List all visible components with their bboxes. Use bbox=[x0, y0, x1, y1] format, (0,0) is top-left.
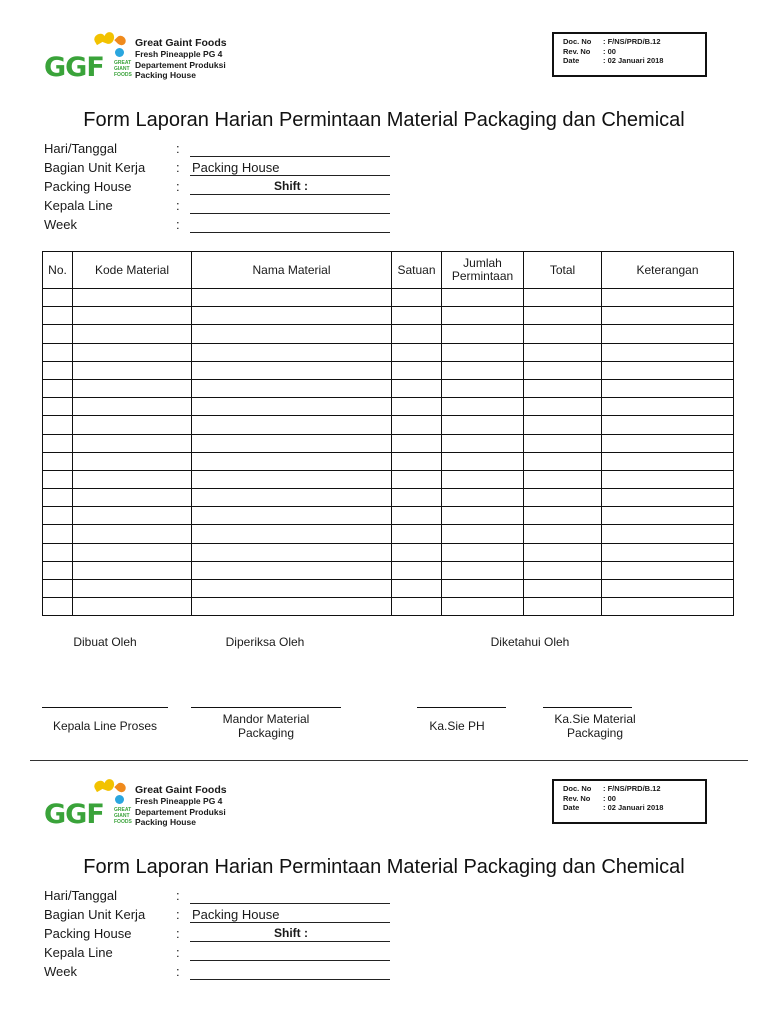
date-label: Date bbox=[563, 803, 580, 813]
cell-keterangan[interactable] bbox=[602, 580, 734, 598]
cell-nama-material[interactable] bbox=[192, 416, 392, 434]
form-title: Form Laporan Harian Permintaan Material Packaging dan Chemical bbox=[83, 109, 685, 131]
table-row bbox=[43, 580, 734, 598]
company-line: Fresh Pineapple PG 4 bbox=[135, 796, 223, 806]
field-kepala-line: Kepala Line : bbox=[44, 196, 404, 215]
cell-no[interactable] bbox=[43, 543, 73, 561]
field-packing-house: Packing House : Shift : bbox=[44, 924, 404, 943]
cell-satuan[interactable] bbox=[392, 580, 442, 598]
field-bagian-unit-kerja: Bagian Unit Kerja : Packing House bbox=[44, 905, 404, 924]
cell-kode-material[interactable] bbox=[73, 543, 192, 561]
table-header-row bbox=[43, 252, 734, 289]
cell-jumlah-permintaan[interactable] bbox=[442, 343, 524, 361]
table-row bbox=[43, 379, 734, 397]
table-row bbox=[43, 470, 734, 488]
cell-kode-material[interactable] bbox=[73, 361, 192, 379]
col-header-kode-material: Kode Material bbox=[73, 252, 192, 289]
doc-no-value: : F/NS/PRD/B.12 bbox=[603, 37, 661, 46]
signer-kasie-material-packaging: Ka.Sie Material Packaging bbox=[554, 712, 636, 740]
cell-nama-material[interactable] bbox=[192, 361, 392, 379]
cell-nama-material[interactable] bbox=[192, 598, 392, 616]
cell-kode-material[interactable] bbox=[73, 343, 192, 361]
info-fields bbox=[44, 139, 404, 234]
cell-jumlah-permintaan[interactable] bbox=[442, 398, 524, 416]
table-row bbox=[43, 452, 734, 470]
table-row bbox=[43, 325, 734, 343]
cell-total[interactable] bbox=[524, 470, 602, 488]
bagian-unit-kerja-input[interactable]: Packing House bbox=[190, 158, 390, 176]
field-label: Kepala Line bbox=[44, 945, 113, 960]
cell-keterangan[interactable] bbox=[602, 561, 734, 579]
cell-satuan[interactable] bbox=[392, 307, 442, 325]
cell-nama-material[interactable] bbox=[192, 307, 392, 325]
cell-no[interactable] bbox=[43, 580, 73, 598]
cell-total[interactable] bbox=[524, 434, 602, 452]
cell-keterangan[interactable] bbox=[602, 289, 734, 307]
cell-keterangan[interactable] bbox=[602, 307, 734, 325]
cell-nama-material[interactable] bbox=[192, 525, 392, 543]
rev-no-value: : 00 bbox=[603, 46, 616, 56]
hari-tanggal-input[interactable] bbox=[190, 139, 390, 157]
doc-no-value: : F/NS/PRD/B.12 bbox=[603, 784, 661, 793]
document-info-box bbox=[552, 779, 707, 824]
cell-kode-material[interactable] bbox=[73, 434, 192, 452]
rev-no-label: Rev. No bbox=[563, 793, 591, 803]
cell-keterangan[interactable] bbox=[602, 361, 734, 379]
table-row bbox=[43, 525, 734, 543]
date-value: : 02 Januari 2018 bbox=[603, 56, 664, 66]
col-header-jumlah-permintaan: Jumlah Permintaan bbox=[442, 252, 524, 289]
cell-total[interactable] bbox=[524, 379, 602, 397]
material-table bbox=[42, 251, 734, 616]
field-kepala-line: Kepala Line : bbox=[44, 943, 404, 962]
cell-total[interactable] bbox=[524, 598, 602, 616]
document-info-box bbox=[552, 32, 707, 77]
cell-nama-material[interactable] bbox=[192, 543, 392, 561]
cell-nama-material[interactable] bbox=[192, 398, 392, 416]
cell-nama-material[interactable] bbox=[192, 452, 392, 470]
cell-nama-material[interactable] bbox=[192, 343, 392, 361]
cell-kode-material[interactable] bbox=[73, 507, 192, 525]
shift-label: Shift : bbox=[274, 926, 308, 940]
cell-no[interactable] bbox=[43, 452, 73, 470]
cell-no[interactable] bbox=[43, 361, 73, 379]
cell-total[interactable] bbox=[524, 416, 602, 434]
cell-no[interactable] bbox=[43, 289, 73, 307]
field-label: Packing House bbox=[44, 926, 132, 941]
cell-jumlah-permintaan[interactable] bbox=[442, 289, 524, 307]
cell-no[interactable] bbox=[43, 489, 73, 507]
cell-satuan[interactable] bbox=[392, 325, 442, 343]
cell-keterangan[interactable] bbox=[602, 507, 734, 525]
table-row bbox=[43, 543, 734, 561]
cell-no[interactable] bbox=[43, 343, 73, 361]
cell-jumlah-permintaan[interactable] bbox=[442, 507, 524, 525]
logo-subtext: GREAT GIANT FOODS bbox=[114, 807, 132, 825]
cell-jumlah-permintaan[interactable] bbox=[442, 325, 524, 343]
cell-total[interactable] bbox=[524, 361, 602, 379]
field-hari-tanggal: Hari/Tanggal : bbox=[44, 139, 404, 158]
cell-nama-material[interactable] bbox=[192, 379, 392, 397]
cell-nama-material[interactable] bbox=[192, 561, 392, 579]
cell-keterangan[interactable] bbox=[602, 489, 734, 507]
material-table-wrap bbox=[42, 251, 733, 616]
company-line: Fresh Pineapple PG 4 bbox=[135, 49, 223, 59]
cell-kode-material[interactable] bbox=[73, 525, 192, 543]
cell-satuan[interactable] bbox=[392, 452, 442, 470]
field-week: Week : bbox=[44, 962, 404, 981]
company-block bbox=[135, 784, 227, 828]
kepala-line-input[interactable] bbox=[190, 943, 390, 961]
table-row bbox=[43, 416, 734, 434]
cell-kode-material[interactable] bbox=[73, 561, 192, 579]
cell-jumlah-permintaan[interactable] bbox=[442, 470, 524, 488]
cell-total[interactable] bbox=[524, 507, 602, 525]
table-row bbox=[43, 434, 734, 452]
week-input[interactable] bbox=[190, 962, 390, 980]
cell-no[interactable] bbox=[43, 525, 73, 543]
cell-total[interactable] bbox=[524, 525, 602, 543]
field-hari-tanggal: Hari/Tanggal : bbox=[44, 886, 404, 905]
cell-satuan[interactable] bbox=[392, 598, 442, 616]
signer-kepala-line-proses: Kepala Line Proses bbox=[52, 719, 158, 733]
cell-kode-material[interactable] bbox=[73, 470, 192, 488]
hari-tanggal-input[interactable] bbox=[190, 886, 390, 904]
cell-jumlah-permintaan[interactable] bbox=[442, 307, 524, 325]
cell-no[interactable] bbox=[43, 434, 73, 452]
col-header-no: No. bbox=[43, 252, 73, 289]
cell-keterangan[interactable] bbox=[602, 543, 734, 561]
cell-keterangan[interactable] bbox=[602, 416, 734, 434]
table-row bbox=[43, 598, 734, 616]
rev-no-label: Rev. No bbox=[563, 46, 591, 56]
signer-kasie-ph: Ka.Sie PH bbox=[429, 719, 485, 733]
field-label: Bagian Unit Kerja bbox=[44, 907, 146, 922]
logo-letters: GGF bbox=[44, 52, 104, 83]
field-label: Kepala Line bbox=[44, 198, 113, 213]
cell-keterangan[interactable] bbox=[602, 343, 734, 361]
cell-keterangan[interactable] bbox=[602, 325, 734, 343]
cell-satuan[interactable] bbox=[392, 470, 442, 488]
field-packing-house: Packing House : Shift : bbox=[44, 177, 404, 196]
rev-no-value: : 00 bbox=[603, 793, 616, 803]
company-name: Great Gaint Foods bbox=[135, 37, 227, 49]
shift-label: Shift : bbox=[274, 179, 308, 193]
info-fields bbox=[44, 886, 404, 981]
table-row bbox=[43, 398, 734, 416]
cell-satuan[interactable] bbox=[392, 507, 442, 525]
cell-total[interactable] bbox=[524, 343, 602, 361]
cell-total[interactable] bbox=[524, 325, 602, 343]
cell-jumlah-permintaan[interactable] bbox=[442, 561, 524, 579]
cell-jumlah-permintaan[interactable] bbox=[442, 434, 524, 452]
cell-kode-material[interactable] bbox=[73, 398, 192, 416]
company-name: Great Gaint Foods bbox=[135, 784, 227, 796]
cell-kode-material[interactable] bbox=[73, 416, 192, 434]
ggf-logo bbox=[44, 777, 134, 833]
cell-kode-material[interactable] bbox=[73, 379, 192, 397]
cell-kode-material[interactable] bbox=[73, 325, 192, 343]
cell-satuan[interactable] bbox=[392, 416, 442, 434]
cell-nama-material[interactable] bbox=[192, 470, 392, 488]
doc-no-label: Doc. No bbox=[563, 37, 592, 46]
cell-nama-material[interactable] bbox=[192, 507, 392, 525]
cell-total[interactable] bbox=[524, 307, 602, 325]
cell-nama-material[interactable] bbox=[192, 434, 392, 452]
cell-total[interactable] bbox=[524, 580, 602, 598]
form-copy-2 bbox=[0, 747, 768, 1024]
cell-satuan[interactable] bbox=[392, 525, 442, 543]
cell-no[interactable] bbox=[43, 325, 73, 343]
table-row bbox=[43, 361, 734, 379]
field-label: Week bbox=[44, 964, 77, 979]
company-line: Packing House bbox=[135, 817, 196, 827]
cell-no[interactable] bbox=[43, 561, 73, 579]
table-row bbox=[43, 343, 734, 361]
company-line: Packing House bbox=[135, 70, 196, 80]
cell-keterangan[interactable] bbox=[602, 598, 734, 616]
cell-nama-material[interactable] bbox=[192, 289, 392, 307]
cell-satuan[interactable] bbox=[392, 543, 442, 561]
date-label: Date bbox=[563, 56, 580, 66]
cell-jumlah-permintaan[interactable] bbox=[442, 580, 524, 598]
signature-line bbox=[191, 707, 341, 708]
col-header-keterangan: Keterangan bbox=[602, 252, 734, 289]
cell-kode-material[interactable] bbox=[73, 289, 192, 307]
table-body bbox=[43, 289, 734, 616]
cell-kode-material[interactable] bbox=[73, 598, 192, 616]
cell-total[interactable] bbox=[524, 489, 602, 507]
cell-nama-material[interactable] bbox=[192, 325, 392, 343]
cell-total[interactable] bbox=[524, 452, 602, 470]
cell-satuan[interactable] bbox=[392, 434, 442, 452]
company-line: Departement Produksi bbox=[135, 806, 226, 817]
kepala-line-input[interactable] bbox=[190, 196, 390, 214]
col-header-nama-material: Nama Material bbox=[192, 252, 392, 289]
cell-keterangan[interactable] bbox=[602, 434, 734, 452]
cell-satuan[interactable] bbox=[392, 398, 442, 416]
cell-total[interactable] bbox=[524, 543, 602, 561]
table-row bbox=[43, 289, 734, 307]
cell-satuan[interactable] bbox=[392, 361, 442, 379]
cell-jumlah-permintaan[interactable] bbox=[442, 379, 524, 397]
signature-line bbox=[417, 707, 506, 708]
field-label: Bagian Unit Kerja bbox=[44, 160, 146, 175]
cell-satuan[interactable] bbox=[392, 343, 442, 361]
doc-no-label: Doc. No bbox=[563, 784, 592, 793]
cell-kode-material[interactable] bbox=[73, 580, 192, 598]
cell-satuan[interactable] bbox=[392, 561, 442, 579]
signer-mandor-material-packaging: Mandor Material Packaging bbox=[222, 712, 310, 740]
field-label: Hari/Tanggal bbox=[44, 888, 117, 903]
cell-kode-material[interactable] bbox=[73, 452, 192, 470]
cell-keterangan[interactable] bbox=[602, 398, 734, 416]
cell-keterangan[interactable] bbox=[602, 525, 734, 543]
cell-total[interactable] bbox=[524, 561, 602, 579]
col-header-total: Total bbox=[524, 252, 602, 289]
bagian-unit-kerja-input[interactable]: Packing House bbox=[190, 905, 390, 923]
cell-keterangan[interactable] bbox=[602, 452, 734, 470]
signature-group-diperiksa: Diperiksa Oleh bbox=[225, 635, 305, 649]
table-row bbox=[43, 561, 734, 579]
cell-no[interactable] bbox=[43, 470, 73, 488]
cell-no[interactable] bbox=[43, 416, 73, 434]
cell-no[interactable] bbox=[43, 598, 73, 616]
cell-nama-material[interactable] bbox=[192, 489, 392, 507]
cell-total[interactable] bbox=[524, 289, 602, 307]
col-header-satuan: Satuan bbox=[392, 252, 442, 289]
week-input[interactable] bbox=[190, 215, 390, 233]
field-label: Hari/Tanggal bbox=[44, 141, 117, 156]
ggf-logo bbox=[44, 30, 134, 86]
company-block bbox=[135, 37, 227, 81]
cell-kode-material[interactable] bbox=[73, 307, 192, 325]
cell-total[interactable] bbox=[524, 398, 602, 416]
company-line: Departement Produksi bbox=[135, 59, 226, 70]
cell-jumlah-permintaan[interactable] bbox=[442, 416, 524, 434]
cell-no[interactable] bbox=[43, 507, 73, 525]
cell-satuan[interactable] bbox=[392, 289, 442, 307]
signature-line bbox=[42, 707, 168, 708]
cell-no[interactable] bbox=[43, 379, 73, 397]
signature-line bbox=[543, 707, 632, 708]
cell-satuan[interactable] bbox=[392, 489, 442, 507]
cell-nama-material[interactable] bbox=[192, 580, 392, 598]
cell-keterangan[interactable] bbox=[602, 470, 734, 488]
form-title: Form Laporan Harian Permintaan Material Packaging dan Chemical bbox=[83, 856, 685, 878]
cell-jumlah-permintaan[interactable] bbox=[442, 598, 524, 616]
date-value: : 02 Januari 2018 bbox=[603, 803, 664, 813]
signature-group-diketahui: Diketahui Oleh bbox=[490, 635, 570, 649]
field-label: Packing House bbox=[44, 179, 132, 194]
cell-no[interactable] bbox=[43, 398, 73, 416]
logo-letters: GGF bbox=[44, 799, 104, 830]
cell-jumlah-permintaan[interactable] bbox=[442, 361, 524, 379]
field-bagian-unit-kerja: Bagian Unit Kerja : Packing House bbox=[44, 158, 404, 177]
table-row bbox=[43, 507, 734, 525]
cell-jumlah-permintaan[interactable] bbox=[442, 525, 524, 543]
cell-no[interactable] bbox=[43, 307, 73, 325]
cell-satuan[interactable] bbox=[392, 379, 442, 397]
cell-jumlah-permintaan[interactable] bbox=[442, 452, 524, 470]
cell-keterangan[interactable] bbox=[602, 379, 734, 397]
logo-subtext: GREAT GIANT FOODS bbox=[114, 60, 132, 78]
table-row bbox=[43, 489, 734, 507]
cell-jumlah-permintaan[interactable] bbox=[442, 489, 524, 507]
cell-kode-material[interactable] bbox=[73, 489, 192, 507]
field-week: Week : bbox=[44, 215, 404, 234]
field-label: Week bbox=[44, 217, 77, 232]
signature-group-dibuat: Dibuat Oleh bbox=[73, 635, 137, 649]
table-row bbox=[43, 307, 734, 325]
cell-jumlah-permintaan[interactable] bbox=[442, 543, 524, 561]
